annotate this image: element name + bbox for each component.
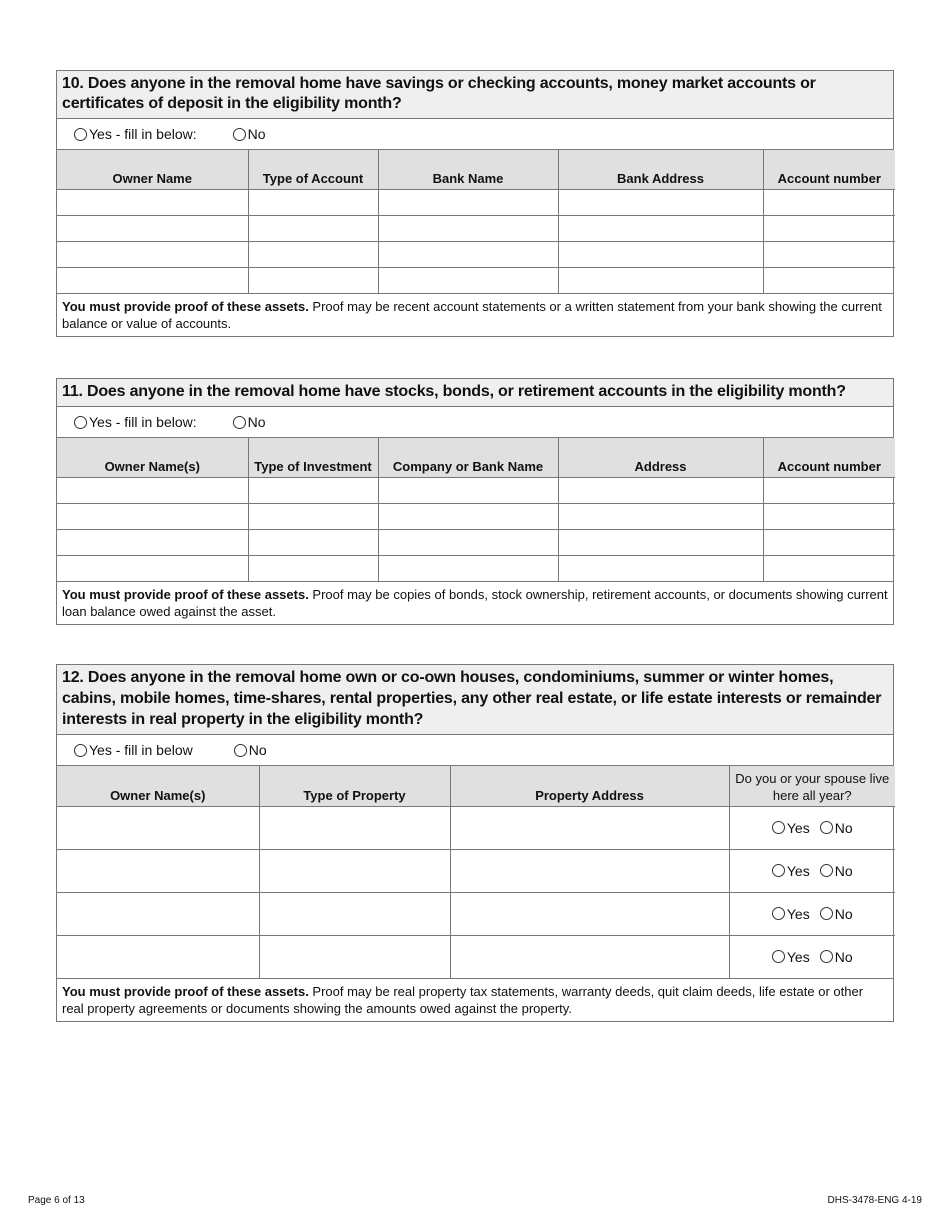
table-row bbox=[57, 189, 895, 215]
q12-no-radio[interactable] bbox=[234, 744, 247, 757]
q10-header-owner-name: Owner Name bbox=[57, 150, 248, 189]
question-11-section bbox=[56, 378, 894, 625]
q12-yes-label: Yes - fill in below bbox=[89, 742, 193, 758]
table-row bbox=[57, 215, 895, 241]
q12-type-input[interactable] bbox=[260, 819, 454, 836]
q12-owner-input[interactable] bbox=[57, 948, 263, 965]
q10-type-input[interactable] bbox=[249, 246, 382, 263]
q12-live-no-option[interactable] bbox=[820, 863, 853, 879]
q11-owner-input[interactable] bbox=[57, 508, 252, 525]
q10-account-number-input[interactable] bbox=[764, 272, 900, 289]
q10-account-number-input[interactable] bbox=[764, 194, 900, 211]
q12-header-live-here: Do you or your spouse live here all year? bbox=[729, 766, 895, 806]
q10-bank-name-input[interactable] bbox=[379, 272, 562, 289]
q11-owner-input[interactable] bbox=[57, 482, 252, 499]
q10-type-input[interactable] bbox=[249, 272, 382, 289]
q12-owner-input[interactable] bbox=[57, 905, 263, 922]
question-10-options bbox=[57, 119, 893, 150]
q10-no-label: No bbox=[247, 126, 266, 142]
table-row bbox=[57, 529, 895, 555]
q10-proof-note bbox=[57, 293, 893, 336]
q12-live-yes-option[interactable] bbox=[772, 906, 810, 922]
q10-bank-address-input[interactable] bbox=[559, 220, 767, 237]
q10-note-bold: You must provide proof of these assets. bbox=[62, 299, 309, 314]
q11-note-text: Proof may be copies of bonds, stock ownership, retirement accounts, or documents showing current loan balance owed against the asset. bbox=[62, 587, 888, 619]
q12-live-yes-label: Yes bbox=[786, 905, 810, 922]
q12-proof-note bbox=[57, 978, 893, 1021]
q11-proof-note bbox=[57, 581, 893, 624]
q10-header-bank-address: Bank Address bbox=[558, 150, 763, 189]
q12-live-yes-option[interactable] bbox=[772, 820, 810, 836]
table-row bbox=[57, 267, 895, 293]
q10-owner-input[interactable] bbox=[57, 220, 252, 237]
q10-bank-name-input[interactable] bbox=[379, 246, 562, 263]
q12-header-owner-names: Owner Name(s) bbox=[57, 766, 259, 806]
q10-bank-name-input[interactable] bbox=[379, 194, 562, 211]
q12-live-no-radio[interactable] bbox=[820, 821, 833, 834]
q12-type-input[interactable] bbox=[260, 862, 454, 879]
q10-bank-address-input[interactable] bbox=[559, 194, 767, 211]
q10-owner-input[interactable] bbox=[57, 272, 252, 289]
q12-live-no-label: No bbox=[834, 905, 853, 922]
q12-live-no-option[interactable] bbox=[820, 820, 853, 836]
q11-account-number-input[interactable] bbox=[764, 482, 900, 499]
q11-yes-label: Yes - fill in below: bbox=[89, 414, 197, 430]
q12-live-here-options bbox=[730, 863, 896, 879]
q12-yes-option[interactable] bbox=[74, 742, 193, 758]
q12-live-yes-radio[interactable] bbox=[772, 950, 785, 963]
q12-header-property-address: Property Address bbox=[450, 766, 729, 806]
q10-type-input[interactable] bbox=[249, 220, 382, 237]
q10-type-input[interactable] bbox=[249, 194, 382, 211]
q11-header-investment-type: Type of Investment bbox=[248, 438, 378, 477]
q11-account-number-input[interactable] bbox=[764, 508, 900, 525]
q11-company-input[interactable] bbox=[379, 508, 562, 525]
q10-note-text: Proof may be recent account statements or a written statement from your bank showing the current balance or value of accounts. bbox=[62, 299, 882, 331]
q10-owner-input[interactable] bbox=[57, 246, 252, 263]
q11-yes-radio[interactable] bbox=[74, 416, 87, 429]
q12-live-yes-radio[interactable] bbox=[772, 821, 785, 834]
q12-address-input[interactable] bbox=[451, 948, 733, 965]
q10-account-number-input[interactable] bbox=[764, 246, 900, 263]
q12-live-yes-option[interactable] bbox=[772, 949, 810, 965]
q12-owner-input[interactable] bbox=[57, 819, 263, 836]
q11-investments-table bbox=[57, 438, 895, 581]
q11-no-radio[interactable] bbox=[233, 416, 246, 429]
q11-address-input[interactable] bbox=[559, 482, 767, 499]
q11-owner-input[interactable] bbox=[57, 534, 252, 551]
q11-type-input[interactable] bbox=[249, 534, 382, 551]
q12-address-input[interactable] bbox=[451, 905, 733, 922]
q11-no-option[interactable] bbox=[233, 414, 266, 430]
page-number: Page 6 of 13 bbox=[28, 1195, 85, 1206]
q11-address-input[interactable] bbox=[559, 534, 767, 551]
q12-live-yes-option[interactable] bbox=[772, 863, 810, 879]
q11-company-input[interactable] bbox=[379, 482, 562, 499]
table-row bbox=[57, 892, 895, 935]
q11-type-input[interactable] bbox=[249, 560, 382, 577]
q12-live-no-option[interactable] bbox=[820, 906, 853, 922]
q12-live-no-label: No bbox=[834, 948, 853, 965]
table-row bbox=[57, 477, 895, 503]
q12-live-yes-label: Yes bbox=[786, 862, 810, 879]
q12-note-bold: You must provide proof of these assets. bbox=[62, 984, 309, 999]
q11-company-input[interactable] bbox=[379, 560, 562, 577]
q10-no-radio[interactable] bbox=[233, 128, 246, 141]
q10-header-bank-name: Bank Name bbox=[378, 150, 558, 189]
q10-header-account-number: Account number bbox=[763, 150, 895, 189]
q12-live-no-label: No bbox=[834, 862, 853, 879]
q12-type-input[interactable] bbox=[260, 948, 454, 965]
q12-property-table bbox=[57, 766, 895, 978]
q12-yes-radio[interactable] bbox=[74, 744, 87, 757]
q12-live-here-options bbox=[730, 906, 896, 922]
question-12-options bbox=[57, 735, 893, 766]
q12-live-yes-radio[interactable] bbox=[772, 864, 785, 877]
question-10-section bbox=[56, 70, 894, 337]
q10-bank-address-input[interactable] bbox=[559, 246, 767, 263]
q11-note-bold: You must provide proof of these assets. bbox=[62, 587, 309, 602]
q12-live-yes-radio[interactable] bbox=[772, 907, 785, 920]
q12-live-yes-label: Yes bbox=[786, 819, 810, 836]
q12-address-input[interactable] bbox=[451, 819, 733, 836]
q11-header-company-name: Company or Bank Name bbox=[378, 438, 558, 477]
q12-live-here-options bbox=[730, 949, 896, 965]
q12-live-no-radio[interactable] bbox=[820, 864, 833, 877]
question-12-title: 12. Does anyone in the removal home own or co-own houses, condominiums, summer or winter homes, cabins, mobile homes, time-shares, rental properties, any other real estate, or life estate interests or remainder interests in real property in the eligibility month? bbox=[57, 665, 893, 735]
question-10-title: 10. Does anyone in the removal home have savings or checking accounts, money market accounts or certificates of deposit in the eligibility month? bbox=[57, 71, 893, 119]
q12-type-input[interactable] bbox=[260, 905, 454, 922]
q10-yes-label: Yes - fill in below: bbox=[89, 126, 197, 142]
q12-address-input[interactable] bbox=[451, 862, 733, 879]
table-row bbox=[57, 806, 895, 849]
q11-account-number-input[interactable] bbox=[764, 560, 900, 577]
q10-bank-address-input[interactable] bbox=[559, 272, 767, 289]
q10-accounts-table bbox=[57, 150, 895, 293]
q12-live-yes-label: Yes bbox=[786, 948, 810, 965]
q11-address-input[interactable] bbox=[559, 560, 767, 577]
q11-type-input[interactable] bbox=[249, 482, 382, 499]
question-12-section bbox=[56, 664, 894, 1022]
q11-yes-option[interactable] bbox=[74, 414, 197, 430]
q11-type-input[interactable] bbox=[249, 508, 382, 525]
q10-bank-name-input[interactable] bbox=[379, 220, 562, 237]
q11-header-account-number: Account number bbox=[763, 438, 895, 477]
q12-live-no-option[interactable] bbox=[820, 949, 853, 965]
q12-live-no-radio[interactable] bbox=[820, 950, 833, 963]
form-id: DHS-3478-ENG 4-19 bbox=[827, 1195, 922, 1206]
q10-account-number-input[interactable] bbox=[764, 220, 900, 237]
q10-header-account-type: Type of Account bbox=[248, 150, 378, 189]
q12-live-no-radio[interactable] bbox=[820, 907, 833, 920]
table-row bbox=[57, 503, 895, 529]
table-row bbox=[57, 849, 895, 892]
question-11-options bbox=[57, 407, 893, 438]
table-row bbox=[57, 241, 895, 267]
q11-account-number-input[interactable] bbox=[764, 534, 900, 551]
q10-owner-input[interactable] bbox=[57, 194, 252, 211]
q11-header-owner-names: Owner Name(s) bbox=[57, 438, 248, 477]
q12-no-label: No bbox=[248, 742, 267, 758]
table-row bbox=[57, 935, 895, 978]
q10-yes-radio[interactable] bbox=[74, 128, 87, 141]
q10-yes-option[interactable] bbox=[74, 126, 197, 142]
q12-live-here-options bbox=[730, 820, 896, 836]
q11-owner-input[interactable] bbox=[57, 560, 252, 577]
q12-header-property-type: Type of Property bbox=[259, 766, 450, 806]
q12-live-no-label: No bbox=[834, 819, 853, 836]
q10-no-option[interactable] bbox=[233, 126, 266, 142]
q12-note-text: Proof may be real property tax statements, warranty deeds, quit claim deeds, life estate or other real property agreements or documents showing the amounts owed against the property. bbox=[62, 984, 864, 1016]
q11-company-input[interactable] bbox=[379, 534, 562, 551]
q11-header-address: Address bbox=[558, 438, 763, 477]
q11-no-label: No bbox=[247, 414, 266, 430]
q11-address-input[interactable] bbox=[559, 508, 767, 525]
q12-no-option[interactable] bbox=[234, 742, 267, 758]
q12-owner-input[interactable] bbox=[57, 862, 263, 879]
question-11-title: 11. Does anyone in the removal home have stocks, bonds, or retirement accounts in the eligibility month? bbox=[57, 379, 893, 407]
table-row bbox=[57, 555, 895, 581]
